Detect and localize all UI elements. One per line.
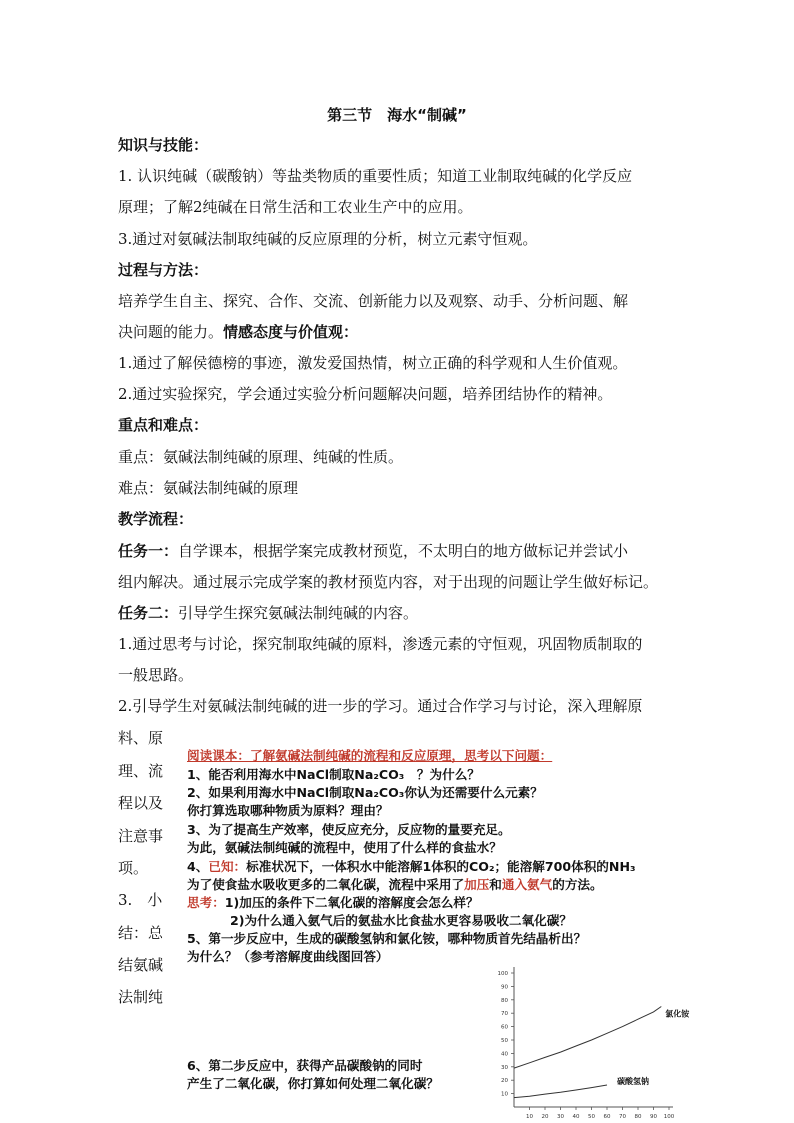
task-1: [118, 540, 628, 561]
x-tick-label: 90: [650, 1114, 657, 1120]
question-4: [187, 856, 636, 875]
knowledge-item-1-cont: 原理；了解2纯碱在日常生活和工农业生产中的应用。: [118, 198, 473, 216]
question-1: 1、能否利用海水中NaCl制取Na₂CO₃ ？为什么？: [187, 767, 480, 782]
pressurize-term: 加压: [464, 877, 490, 892]
x-tick-label: 10: [526, 1114, 533, 1120]
question-3-cont: 为此，氨碱法制纯碱的流程中，使用了什么样的食盐水？: [187, 840, 502, 855]
x-tick-label: 30: [557, 1114, 564, 1120]
question-4-cont-text-1: 为了使食盐水吸收更多的二氧化碳，流程中采用了: [187, 877, 465, 892]
question-4-cont-text-3: 的方法。: [552, 877, 603, 892]
question-4-known-label: 已知：: [208, 859, 247, 874]
think-1: [187, 892, 479, 911]
x-tick-label: 100: [663, 1114, 675, 1120]
y-tick-label: 50: [501, 1038, 508, 1044]
narrow-line-9: 法制纯: [118, 988, 164, 1006]
x-tick-label: 20: [541, 1114, 549, 1120]
narrow-line-2: 理、流: [118, 762, 164, 780]
solubility-chart: [486, 962, 696, 1122]
task-2: [118, 602, 418, 623]
x-tick-label: 50: [588, 1114, 595, 1120]
ammonia-term: 通入氨气: [501, 877, 553, 892]
x-tick-label: 40: [572, 1114, 580, 1120]
question-6: 6、第二步反应中，获得产品碳酸钠的同时: [187, 1058, 423, 1073]
task-2-item-1-cont: 一般思路。: [118, 666, 194, 684]
question-6-cont: 产生了二氧化碳，你打算如何处理二氧化碳？: [187, 1076, 439, 1091]
question-2-cont: 你打算选取哪种物质为原料？理由？: [187, 803, 389, 818]
series-line-1: [514, 1007, 661, 1069]
narrow-line-3: 程以及: [118, 794, 164, 812]
narrow-line-8: 结氨碱: [118, 956, 164, 974]
y-tick-label: 60: [501, 1024, 508, 1031]
y-tick-label: 80: [501, 997, 508, 1004]
x-tick-label: 70: [619, 1114, 626, 1120]
narrow-line-5: 项。: [118, 859, 149, 877]
task-1-label: 任务一：: [118, 542, 179, 560]
x-tick-label: 60: [603, 1114, 611, 1120]
page-title: 第三节 海水“制碱”: [327, 106, 467, 124]
series-label-1: 氯化铵: [665, 1009, 690, 1019]
y-tick-label: 10: [501, 1091, 508, 1098]
process-item-1: 培养学生自主、探究、合作、交流、创新能力以及观察、动手、分析问题、解: [118, 292, 629, 310]
task-1-cont: 组内解决。通过展示完成学案的教材预览内容，对于出现的问题让学生做好标记。: [118, 573, 659, 591]
question-5: 5、第一步反应中，生成的碳酸氢钠和氯化铵，哪种物质首先结晶析出？: [187, 931, 587, 946]
y-tick-label: 90: [501, 984, 508, 991]
knowledge-item-3: 3.通过对氨碱法制取纯碱的反应原理的分析，树立元素守恒观。: [118, 230, 538, 248]
question-5-cont: 为什么？（参考溶解度曲线图回答）: [187, 949, 389, 964]
narrow-line-7: 结：总: [118, 924, 164, 942]
emotion-item-2: 2.通过实验探究，学会通过实验分析问题解决问题，培养团结协作的精神。: [118, 385, 613, 403]
series-label-2: 碳酸氢钠: [617, 1077, 649, 1087]
knowledge-heading: 知识与技能：: [118, 136, 209, 154]
emotion-heading: 情感态度与价值观：: [223, 323, 359, 341]
task-1-text: 自学课本，根据学案完成教材预览，不太明白的地方做标记并尝试小: [178, 542, 629, 560]
task-2-item-1: 1.通过思考与讨论，探究制取纯碱的原料，渗透元素的守恒观，巩固物质制取的: [118, 635, 643, 653]
question-4-text: 标准状况下，一体积水中能溶解1体积的CO₂；能溶解700体积的NH₃: [246, 859, 636, 874]
narrow-line-4: 注意事: [118, 827, 164, 845]
narrow-line-6: 3. 小: [118, 891, 163, 909]
think-label: 思考：: [187, 895, 225, 910]
process-item-1-cont: [118, 321, 358, 342]
think-1-text: 1)加压的条件下二氧化碳的溶解度会怎么样？: [224, 895, 479, 910]
y-tick-label: 30: [501, 1064, 508, 1071]
key-heading: 重点和难点：: [118, 416, 209, 434]
question-4-cont: [187, 874, 603, 893]
difficult-point: 难点：氨碱法制纯碱的原理: [118, 479, 299, 497]
reading-box-header: 阅读课本：了解氨碱法制纯碱的流程和反应原理，思考以下问题：: [187, 748, 553, 763]
emotion-item-1: 1.通过了解侯德榜的事迹，激发爱国热情，树立正确的科学观和人生价值观。: [118, 354, 628, 372]
narrow-line-1: 料、原: [118, 729, 164, 747]
y-tick-label: 40: [501, 1051, 508, 1058]
process-item-1b: 决问题的能力。: [118, 323, 224, 341]
series-line-2: [514, 1085, 607, 1098]
question-4-number: 4、: [187, 859, 209, 874]
knowledge-item-1: 1. 认识纯碱（碳酸钠）等盐类物质的重要性质；知道工业制取纯碱的化学反应: [118, 167, 633, 185]
key-point: 重点：氨碱法制纯碱的原理、纯碱的性质。: [118, 448, 404, 466]
question-4-cont-text-2: 和: [489, 877, 502, 892]
task-2-label: 任务二：: [118, 604, 179, 622]
question-3: 3、为了提高生产效率，使反应充分，反应物的量要充足。: [187, 822, 511, 837]
y-tick-label: 70: [501, 1011, 508, 1018]
question-2: 2、如果利用海水中NaCl制取Na₂CO₃你认为还需要什么元素？: [187, 785, 543, 800]
task-2-item-2: 2.引导学生对氨碱法制纯碱的进一步的学习。通过合作学习与讨论，深入理解原: [118, 697, 643, 715]
flow-heading: 教学流程：: [118, 510, 194, 528]
task-2-text: 引导学生探究氨碱法制纯碱的内容。: [178, 604, 419, 622]
x-tick-label: 80: [634, 1114, 642, 1120]
y-tick-label: 20: [501, 1078, 508, 1085]
y-tick-label: 100: [497, 971, 508, 977]
think-2: 2)为什么通入氨气后的氨盐水比食盐水更容易吸收二氧化碳？: [230, 913, 572, 928]
process-heading: 过程与方法：: [118, 261, 209, 279]
